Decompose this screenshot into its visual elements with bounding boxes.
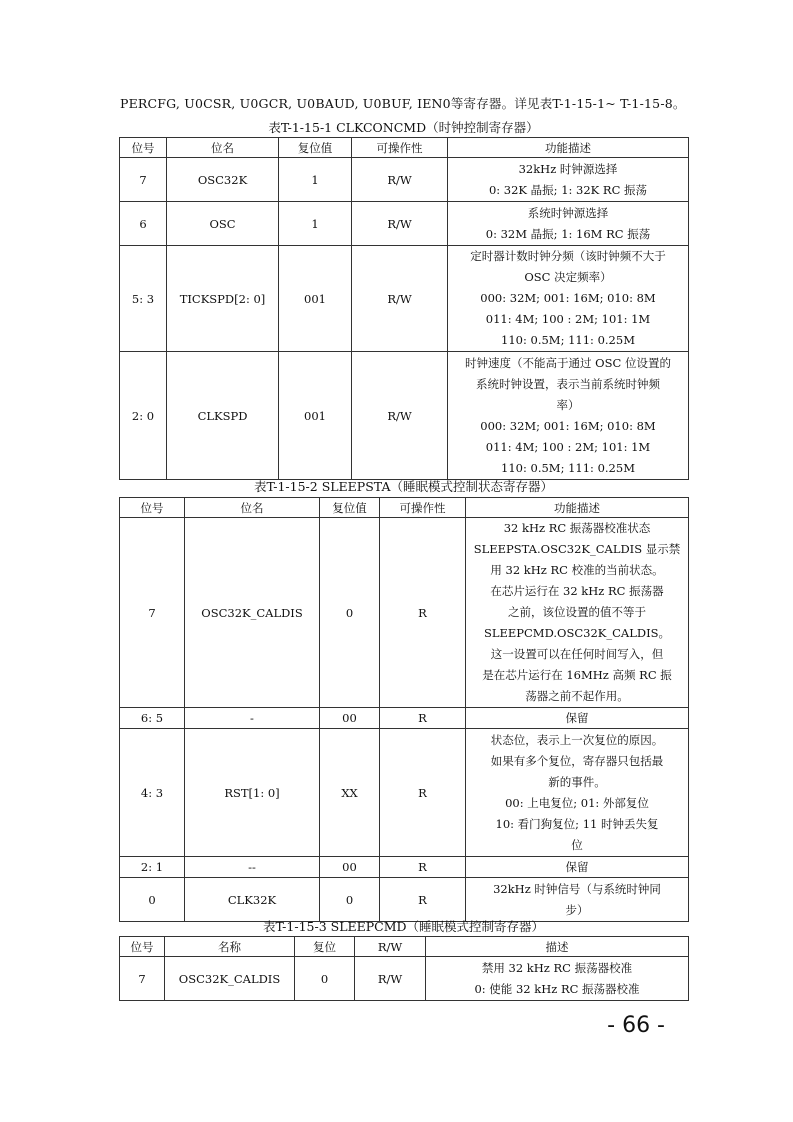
desc-line: 之前，该位设置的值不等于	[508, 605, 646, 619]
clkconcmd-table	[119, 137, 689, 480]
desc-line: 011: 4M; 100 : 2M; 101: 1M	[485, 312, 651, 326]
cell-reset: 00	[320, 708, 380, 729]
table-row	[120, 246, 689, 352]
cell-reset: 1	[279, 158, 352, 202]
cell-reset: 0	[295, 957, 355, 1001]
sleepcmd-table	[119, 936, 689, 1001]
desc-line: OSC 决定频率）	[524, 270, 612, 284]
desc-line: 系统时钟设置，表示当前系统时钟频	[476, 376, 660, 391]
cell-access: R	[380, 518, 466, 708]
table3-caption: 表T-1-15-3 SLEEPCMD（睡眠模式控制寄存器）	[262, 919, 545, 934]
header-access: R/W	[355, 937, 426, 957]
desc-line: 系统时钟源选择	[527, 205, 609, 220]
cell-name: OSC	[167, 202, 279, 246]
cell-reset: 0	[320, 878, 380, 922]
cell-bit: 2: 1	[120, 857, 185, 878]
page-number: - 66 -	[607, 1013, 665, 1038]
cell-bit: 2: 0	[120, 352, 167, 480]
desc-line: 是在芯片运行在 16MHz 高频 RC 振	[482, 668, 672, 682]
cell-bit: 7	[120, 518, 185, 708]
table-row	[120, 202, 689, 246]
header-reset: 复位	[295, 937, 355, 957]
table-header-row	[120, 138, 689, 158]
desc-line: SLEEPSTA.OSC32K_CALDIS 显示禁	[473, 542, 681, 556]
desc-line: 00: 上电复位; 01: 外部复位	[505, 795, 649, 810]
header-reset: 复位值	[320, 498, 380, 518]
cell-bit: 7	[120, 957, 165, 1001]
cell-name: RST[1: 0]	[185, 729, 320, 857]
desc-line: 禁用 32 kHz RC 振荡器校准	[481, 960, 633, 975]
header-bit: 位号	[120, 498, 185, 518]
cell-access: R/W	[352, 202, 448, 246]
cell-desc	[448, 202, 689, 246]
cell-desc: 保留	[466, 708, 689, 729]
header-access: 可操作性	[352, 138, 448, 158]
desc-line: 位	[571, 837, 583, 852]
table-row	[120, 158, 689, 202]
cell-desc: 保留	[466, 857, 689, 878]
cell-reset: 0	[320, 518, 380, 708]
cell-desc	[426, 957, 689, 1001]
cell-bit: 6	[120, 202, 167, 246]
cell-desc	[466, 518, 689, 708]
desc-line: 110: 0.5M; 111: 0.25M	[501, 460, 635, 475]
cell-reset: XX	[320, 729, 380, 857]
cell-access: R/W	[352, 352, 448, 480]
desc-line: 时钟速度（不能高于通过 OSC 位设置的	[465, 355, 671, 370]
desc-line: 32kHz 时钟信号（与系统时钟同	[493, 881, 661, 896]
cell-access: R/W	[355, 957, 426, 1001]
header-desc: 功能描述	[466, 498, 689, 518]
header-reset: 复位值	[279, 138, 352, 158]
desc-line: 10: 看门狗复位; 11 时钟丢失复	[495, 816, 659, 831]
desc-line: 用 32 kHz RC 校准的当前状态。	[490, 563, 664, 577]
cell-access: R	[380, 708, 466, 729]
desc-line: 011: 4M; 100 : 2M; 101: 1M	[485, 439, 651, 454]
table-row	[120, 729, 689, 857]
desc-line: 步）	[565, 902, 589, 917]
cell-bit: 0	[120, 878, 185, 922]
table-header-row	[120, 937, 689, 957]
header-access: 可操作性	[380, 498, 466, 518]
desc-line: 定时器计数时钟分频（该时钟频不大于	[470, 249, 666, 263]
cell-access: R/W	[352, 158, 448, 202]
cell-access: R	[380, 729, 466, 857]
desc-line: 110: 0.5M; 111: 0.25M	[501, 333, 635, 347]
cell-access: R/W	[352, 246, 448, 352]
desc-line: 32 kHz RC 振荡器校准状态	[503, 521, 651, 535]
cell-name: -	[185, 708, 320, 729]
cell-reset: 00	[320, 857, 380, 878]
cell-name: OSC32K	[167, 158, 279, 202]
sleepsta-table	[119, 497, 689, 922]
cell-bit: 6: 5	[120, 708, 185, 729]
header-desc: 功能描述	[448, 138, 689, 158]
table-row	[120, 708, 689, 729]
desc-line: 率）	[556, 397, 580, 412]
table1-caption: 表T-1-15-1 CLKCONCMD（时钟控制寄存器）	[268, 120, 539, 135]
header-desc: 描述	[426, 937, 689, 957]
table-row	[120, 878, 689, 922]
cell-desc	[466, 878, 689, 922]
table-header-row	[120, 498, 689, 518]
desc-line: 这一设置可以在任何时间写入，但	[490, 647, 664, 661]
intro-paragraph: PERCFG, U0CSR, U0GCR, U0BAUD, U0BUF, IEN0等寄存器。详见表T-1-15-1~ T-1-15-8。	[120, 96, 686, 111]
table-row	[120, 518, 689, 708]
cell-name: CLKSPD	[167, 352, 279, 480]
cell-desc	[448, 158, 689, 202]
desc-line: 000: 32M; 001: 16M; 010: 8M	[480, 418, 656, 433]
cell-reset: 001	[279, 352, 352, 480]
desc-line: 荡器之前不起作用。	[525, 689, 629, 703]
desc-line: 新的事件。	[548, 774, 606, 789]
cell-desc	[448, 352, 689, 480]
cell-name: CLK32K	[185, 878, 320, 922]
cell-bit: 5: 3	[120, 246, 167, 352]
cell-desc	[466, 729, 689, 857]
desc-line: 状态位，表示上一次复位的原因。	[490, 732, 664, 747]
desc-line: 0: 使能 32 kHz RC 振荡器校准	[474, 981, 640, 996]
header-bit: 位号	[120, 937, 165, 957]
desc-line: 如果有多个复位，寄存器只包括最	[490, 753, 664, 768]
table-row	[120, 352, 689, 480]
cell-name: OSC32K_CALDIS	[185, 518, 320, 708]
table-row	[120, 957, 689, 1001]
cell-name: OSC32K_CALDIS	[165, 957, 295, 1001]
cell-bit: 4: 3	[120, 729, 185, 857]
header-bit: 位号	[120, 138, 167, 158]
header-name: 名称	[165, 937, 295, 957]
header-name: 位名	[167, 138, 279, 158]
cell-reset: 1	[279, 202, 352, 246]
desc-line: SLEEPCMD.OSC32K_CALDIS。	[483, 626, 671, 640]
cell-access: R	[380, 857, 466, 878]
cell-reset: 001	[279, 246, 352, 352]
cell-name: --	[185, 857, 320, 878]
desc-line: 0: 32K 晶振; 1: 32K RC 振荡	[488, 182, 648, 197]
header-name: 位名	[185, 498, 320, 518]
table2-caption: 表T-1-15-2 SLEEPSTA（睡眠模式控制状态寄存器）	[254, 479, 553, 494]
desc-line: 32kHz 时钟源选择	[518, 161, 618, 176]
cell-bit: 7	[120, 158, 167, 202]
desc-line: 0: 32M 晶振; 1: 16M RC 振荡	[485, 226, 651, 241]
table-row	[120, 857, 689, 878]
cell-name: TICKSPD[2: 0]	[167, 246, 279, 352]
desc-line: 在芯片运行在 32 kHz RC 振荡器	[490, 584, 664, 598]
cell-access: R	[380, 878, 466, 922]
cell-desc	[448, 246, 689, 352]
desc-line: 000: 32M; 001: 16M; 010: 8M	[480, 291, 656, 305]
